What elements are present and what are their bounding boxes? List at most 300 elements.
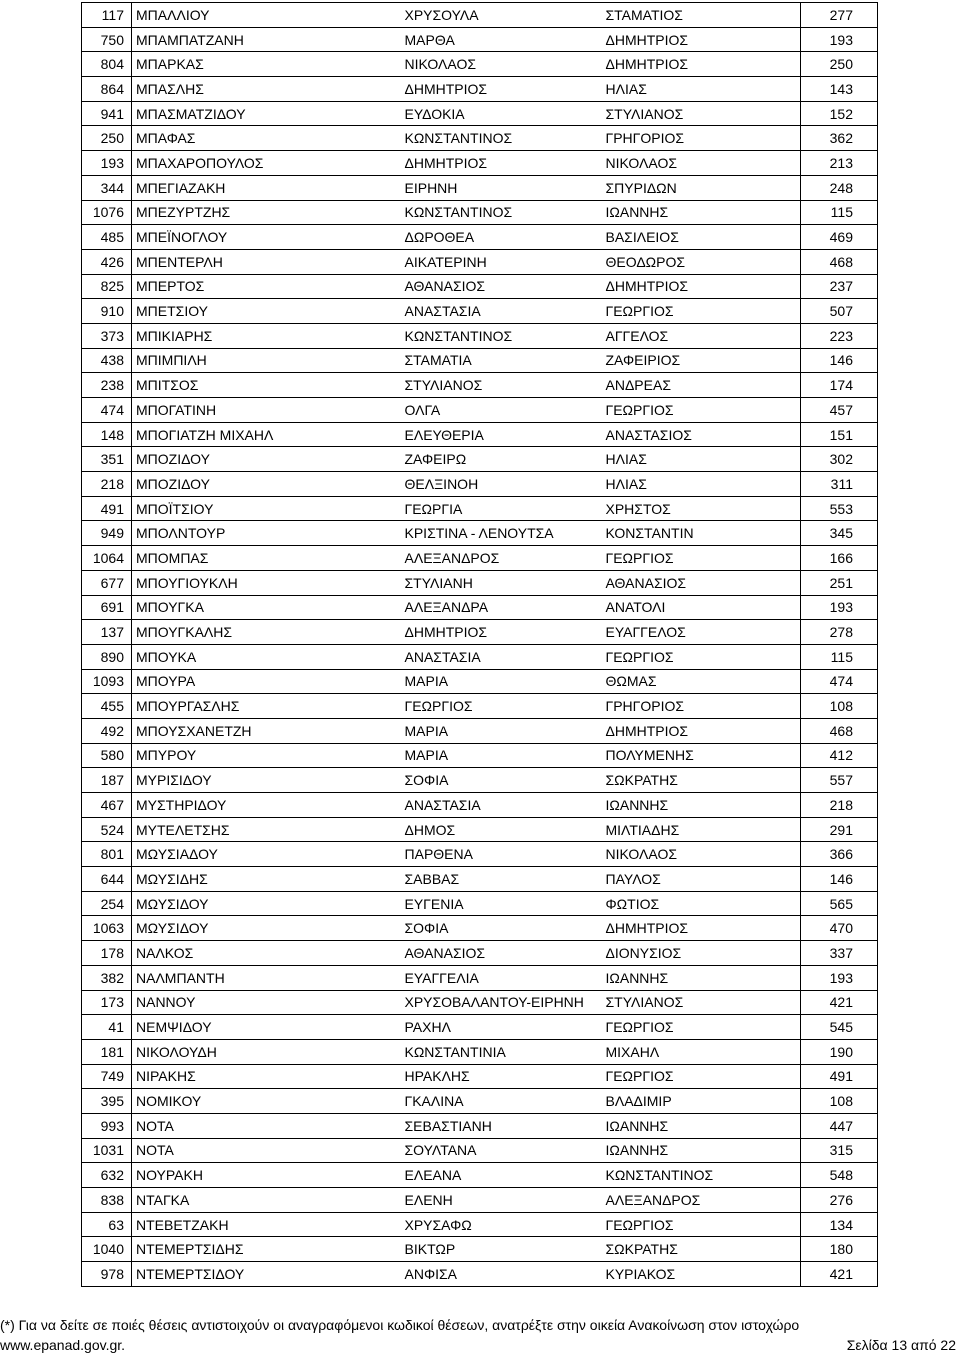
position-code-cell: 426 [82, 249, 132, 274]
score-cell: 457 [801, 398, 878, 423]
surname-cell: ΜΠΕΤΣΙΟΥ [132, 299, 401, 324]
father-name-cell: ΔΗΜΗΤΡΙΟΣ [602, 274, 801, 299]
score-cell: 108 [801, 694, 878, 719]
first-name-cell: ΕΥΑΓΓΕΛΙΑ [401, 965, 602, 990]
score-cell: 193 [801, 27, 878, 52]
score-cell: 491 [801, 1064, 878, 1089]
position-code-cell: 178 [82, 941, 132, 966]
surname-cell: ΜΠΕΝΤΕΡΛΗ [132, 249, 401, 274]
score-cell: 468 [801, 718, 878, 743]
footnote: (*) Για να δείτε σε ποιές θέσεις αντιστοιχούν οι αναγραφόμενοι κωδικοί θέσεων, ανατρέξτε στην οικεία Ανακοίνωση στον ιστοχώρο [0, 1317, 800, 1333]
table-row [82, 867, 878, 892]
father-name-cell: ΗΛΙΑΣ [602, 472, 801, 497]
position-code-cell: 173 [82, 990, 132, 1015]
score-cell: 545 [801, 1015, 878, 1040]
score-cell: 115 [801, 644, 878, 669]
score-cell: 134 [801, 1212, 878, 1237]
score-cell: 366 [801, 842, 878, 867]
score-cell: 302 [801, 447, 878, 472]
father-name-cell: ΣΠΥΡΙΔΩΝ [602, 175, 801, 200]
first-name-cell: ΓΕΩΡΓΙΑ [401, 496, 602, 521]
surname-cell: ΜΩΥΣΙΑΔΟΥ [132, 842, 401, 867]
father-name-cell: ΣΤΑΜΑΤΙΟΣ [602, 3, 801, 28]
first-name-cell: ΧΡΥΣΑΦΩ [401, 1212, 602, 1237]
score-cell: 193 [801, 965, 878, 990]
father-name-cell: ΓΕΩΡΓΙΟΣ [602, 1015, 801, 1040]
surname-cell: ΜΠΕΖΥΡΤΖΗΣ [132, 200, 401, 225]
first-name-cell: ΑΛΕΞΑΝΔΡΑ [401, 595, 602, 620]
position-code-cell: 218 [82, 472, 132, 497]
position-code-cell: 993 [82, 1113, 132, 1138]
table-row [82, 891, 878, 916]
position-code-cell: 382 [82, 965, 132, 990]
surname-cell: ΜΠΟΥΣΧΑΝΕΤΖΗ [132, 718, 401, 743]
score-cell: 152 [801, 101, 878, 126]
score-cell: 553 [801, 496, 878, 521]
surname-cell: ΜΠΟΖΙΔΟΥ [132, 472, 401, 497]
father-name-cell: ΓΕΩΡΓΙΟΣ [602, 644, 801, 669]
position-code-cell: 890 [82, 644, 132, 669]
score-cell: 108 [801, 1089, 878, 1114]
surname-cell: ΜΠΑΛΛΙΟΥ [132, 3, 401, 28]
position-code-cell: 864 [82, 77, 132, 102]
surname-cell: ΜΩΥΣΙΔΟΥ [132, 891, 401, 916]
surname-cell: ΜΠΙΚΙΑΡΗΣ [132, 323, 401, 348]
father-name-cell: ΘΕΟΔΩΡΟΣ [602, 249, 801, 274]
surname-cell: ΝΟΥΡΑΚΗ [132, 1163, 401, 1188]
position-code-cell: 148 [82, 422, 132, 447]
score-cell: 143 [801, 77, 878, 102]
father-name-cell: ΙΩΑΝΝΗΣ [602, 200, 801, 225]
table-row [82, 299, 878, 324]
surname-cell: ΜΠΙΤΣΟΣ [132, 373, 401, 398]
first-name-cell: ΕΛΕΥΘΕΡΙΑ [401, 422, 602, 447]
position-code-cell: 193 [82, 151, 132, 176]
position-code-cell: 691 [82, 595, 132, 620]
father-name-cell: ΕΥΑΓΓΕΛΟΣ [602, 620, 801, 645]
score-cell: 250 [801, 52, 878, 77]
position-code-cell: 1064 [82, 546, 132, 571]
table-row [82, 323, 878, 348]
position-code-cell: 395 [82, 1089, 132, 1114]
first-name-cell: ΘΕΛΞΙΝΟΗ [401, 472, 602, 497]
table-row [82, 842, 878, 867]
father-name-cell: ΓΡΗΓΟΡΙΟΣ [602, 694, 801, 719]
surname-cell: ΜΠΟΛΝΤΟΥΡ [132, 521, 401, 546]
position-code-cell: 910 [82, 299, 132, 324]
score-cell: 277 [801, 3, 878, 28]
table-row [82, 990, 878, 1015]
father-name-cell: ΝΙΚΟΛΑΟΣ [602, 151, 801, 176]
table-row [82, 249, 878, 274]
position-code-cell: 1031 [82, 1138, 132, 1163]
position-code-cell: 749 [82, 1064, 132, 1089]
surname-cell: ΜΠΟΖΙΔΟΥ [132, 447, 401, 472]
surname-cell: ΜΠΟΥΓΚΑΛΗΣ [132, 620, 401, 645]
table-row [82, 1138, 878, 1163]
first-name-cell: ΣΤΥΛΙΑΝΗ [401, 570, 602, 595]
father-name-cell: ΚΟΝΣΤΑΝΤΙΝ [602, 521, 801, 546]
table-row [82, 447, 878, 472]
surname-cell: ΜΠΥΡΟΥ [132, 743, 401, 768]
position-code-cell: 632 [82, 1163, 132, 1188]
position-code-cell: 801 [82, 842, 132, 867]
position-code-cell: 804 [82, 52, 132, 77]
position-code-cell: 137 [82, 620, 132, 645]
score-cell: 218 [801, 793, 878, 818]
father-name-cell: ΧΡΗΣΤΟΣ [602, 496, 801, 521]
first-name-cell: ΔΩΡΟΘΕΑ [401, 225, 602, 250]
score-cell: 468 [801, 249, 878, 274]
surname-cell: ΝΑΛΜΠΑΝΤΗ [132, 965, 401, 990]
first-name-cell: ΚΩΝΣΤΑΝΤΙΝΟΣ [401, 200, 602, 225]
position-code-cell: 238 [82, 373, 132, 398]
table-row [82, 1064, 878, 1089]
father-name-cell: ΑΝΔΡΕΑΣ [602, 373, 801, 398]
surname-cell: ΝΑΛΚΟΣ [132, 941, 401, 966]
father-name-cell: ΜΙΧΑΗΛ [602, 1039, 801, 1064]
father-name-cell: ΘΩΜΑΣ [602, 669, 801, 694]
score-cell: 557 [801, 768, 878, 793]
first-name-cell: ΜΑΡΙΑ [401, 743, 602, 768]
father-name-cell: ΔΗΜΗΤΡΙΟΣ [602, 916, 801, 941]
surname-cell: ΜΠΑΡΚΑΣ [132, 52, 401, 77]
score-cell: 315 [801, 1138, 878, 1163]
first-name-cell: ΚΩΝΣΤΑΝΤΙΝΙΑ [401, 1039, 602, 1064]
table-row [82, 965, 878, 990]
table-row [82, 496, 878, 521]
first-name-cell: ΑΘΑΝΑΣΙΟΣ [401, 941, 602, 966]
table-row [82, 1212, 878, 1237]
table-row [82, 694, 878, 719]
father-name-cell: ΜΙΛΤΙΑΔΗΣ [602, 817, 801, 842]
surname-cell: ΜΩΥΣΙΔΗΣ [132, 867, 401, 892]
table-row [82, 669, 878, 694]
score-cell: 421 [801, 990, 878, 1015]
position-code-cell: 524 [82, 817, 132, 842]
score-cell: 237 [801, 274, 878, 299]
table-row [82, 151, 878, 176]
father-name-cell: ΓΕΩΡΓΙΟΣ [602, 546, 801, 571]
table-row [82, 101, 878, 126]
surname-cell: ΜΠΟΥΡΑ [132, 669, 401, 694]
surname-cell: ΝΑΝΝΟΥ [132, 990, 401, 1015]
first-name-cell: ΕΥΓΕΝΙΑ [401, 891, 602, 916]
score-cell: 291 [801, 817, 878, 842]
score-cell: 507 [801, 299, 878, 324]
score-cell: 213 [801, 151, 878, 176]
first-name-cell: ΖΑΦΕΙΡΩ [401, 447, 602, 472]
page-number: Σελίδα 13 από 22 [846, 1337, 956, 1353]
father-name-cell: ΗΛΙΑΣ [602, 77, 801, 102]
position-code-cell: 373 [82, 323, 132, 348]
table-row [82, 27, 878, 52]
position-code-cell: 750 [82, 27, 132, 52]
position-code-cell: 978 [82, 1262, 132, 1287]
father-name-cell: ΑΝΑΣΤΑΣΙΟΣ [602, 422, 801, 447]
results-table-body [82, 3, 878, 1287]
surname-cell: ΜΠΕΡΤΟΣ [132, 274, 401, 299]
father-name-cell: ΒΛΑΔΙΜΙΡ [602, 1089, 801, 1114]
table-row [82, 175, 878, 200]
father-name-cell: ΣΤΥΛΙΑΝΟΣ [602, 990, 801, 1015]
score-cell: 166 [801, 546, 878, 571]
surname-cell: ΜΠΕΪΝΟΓΛΟΥ [132, 225, 401, 250]
first-name-cell: ΧΡΥΣΟΒΑΛΑΝΤΟΥ-ΕΙΡΗΝΗ [401, 990, 602, 1015]
first-name-cell: ΣΕΒΑΣΤΙΑΝΗ [401, 1113, 602, 1138]
position-code-cell: 41 [82, 1015, 132, 1040]
surname-cell: ΝΕΜΨΙΔΟΥ [132, 1015, 401, 1040]
table-row [82, 718, 878, 743]
footer-website: www.epanad.gov.gr. [0, 1337, 126, 1353]
score-cell: 174 [801, 373, 878, 398]
surname-cell: ΜΥΤΕΛΕΤΣΗΣ [132, 817, 401, 842]
surname-cell: ΝΙΡΑΚΗΣ [132, 1064, 401, 1089]
first-name-cell: ΕΛΕΑΝΑ [401, 1163, 602, 1188]
score-cell: 146 [801, 867, 878, 892]
surname-cell: ΜΥΣΤΗΡΙΔΟΥ [132, 793, 401, 818]
surname-cell: ΝΟΤΑ [132, 1113, 401, 1138]
surname-cell: ΝΟΤΑ [132, 1138, 401, 1163]
table-row [82, 546, 878, 571]
first-name-cell: ΠΑΡΘΕΝΑ [401, 842, 602, 867]
first-name-cell: ΣΤΥΛΙΑΝΟΣ [401, 373, 602, 398]
first-name-cell: ΔΗΜΗΤΡΙΟΣ [401, 151, 602, 176]
table-row [82, 620, 878, 645]
father-name-cell: ΙΩΑΝΝΗΣ [602, 1113, 801, 1138]
score-cell: 412 [801, 743, 878, 768]
score-cell: 337 [801, 941, 878, 966]
position-code-cell: 492 [82, 718, 132, 743]
position-code-cell: 1040 [82, 1237, 132, 1262]
table-row [82, 1089, 878, 1114]
surname-cell: ΝΤΕΒΕΤΖΑΚΗ [132, 1212, 401, 1237]
score-cell: 248 [801, 175, 878, 200]
surname-cell: ΝΟΜΙΚΟΥ [132, 1089, 401, 1114]
position-code-cell: 351 [82, 447, 132, 472]
position-code-cell: 254 [82, 891, 132, 916]
table-row [82, 595, 878, 620]
table-row [82, 793, 878, 818]
father-name-cell: ΔΗΜΗΤΡΙΟΣ [602, 52, 801, 77]
surname-cell: ΜΠΟΥΚΑ [132, 644, 401, 669]
surname-cell: ΜΠΑΦΑΣ [132, 126, 401, 151]
position-code-cell: 474 [82, 398, 132, 423]
score-cell: 193 [801, 595, 878, 620]
score-cell: 251 [801, 570, 878, 595]
table-row [82, 817, 878, 842]
position-code-cell: 644 [82, 867, 132, 892]
father-name-cell: ΚΩΝΣΤΑΝΤΙΝΟΣ [602, 1163, 801, 1188]
position-code-cell: 838 [82, 1188, 132, 1213]
first-name-cell: ΜΑΡΙΑ [401, 669, 602, 694]
position-code-cell: 941 [82, 101, 132, 126]
score-cell: 474 [801, 669, 878, 694]
table-row [82, 422, 878, 447]
position-code-cell: 949 [82, 521, 132, 546]
surname-cell: ΜΠΟΪΤΣΙΟΥ [132, 496, 401, 521]
table-row [82, 1015, 878, 1040]
surname-cell: ΜΠΟΓΑΤΙΝΗ [132, 398, 401, 423]
surname-cell: ΜΩΥΣΙΔΟΥ [132, 916, 401, 941]
table-row [82, 941, 878, 966]
father-name-cell: ΝΙΚΟΛΑΟΣ [602, 842, 801, 867]
table-row [82, 570, 878, 595]
position-code-cell: 63 [82, 1212, 132, 1237]
position-code-cell: 181 [82, 1039, 132, 1064]
first-name-cell: ΓΚΑΛΙΝΑ [401, 1089, 602, 1114]
surname-cell: ΜΠΑΣΛΗΣ [132, 77, 401, 102]
surname-cell: ΝΤΑΓΚΑ [132, 1188, 401, 1213]
surname-cell: ΜΠΟΜΠΑΣ [132, 546, 401, 571]
score-cell: 278 [801, 620, 878, 645]
father-name-cell: ΓΕΩΡΓΙΟΣ [602, 1064, 801, 1089]
table-row [82, 1039, 878, 1064]
score-cell: 345 [801, 521, 878, 546]
first-name-cell: ΑΝΑΣΤΑΣΙΑ [401, 299, 602, 324]
father-name-cell: ΓΕΩΡΓΙΟΣ [602, 299, 801, 324]
father-name-cell: ΑΝΑΤΟΛΙ [602, 595, 801, 620]
first-name-cell: ΜΑΡΙΑ [401, 718, 602, 743]
position-code-cell: 187 [82, 768, 132, 793]
position-code-cell: 467 [82, 793, 132, 818]
father-name-cell: ΓΕΩΡΓΙΟΣ [602, 1212, 801, 1237]
first-name-cell: ΑΝΦΙΣΑ [401, 1262, 602, 1287]
table-row [82, 398, 878, 423]
table-row [82, 3, 878, 28]
first-name-cell: ΟΛΓΑ [401, 398, 602, 423]
first-name-cell: ΕΙΡΗΝΗ [401, 175, 602, 200]
first-name-cell: ΚΡΙΣΤΙΝΑ - ΛΕΝΟΥΤΣΑ [401, 521, 602, 546]
first-name-cell: ΚΩΝΣΤΑΝΤΙΝΟΣ [401, 323, 602, 348]
father-name-cell: ΦΩΤΙΟΣ [602, 891, 801, 916]
surname-cell: ΝΙΚΟΛΟΥΔΗ [132, 1039, 401, 1064]
surname-cell: ΝΤΕΜΕΡΤΣΙΔΟΥ [132, 1262, 401, 1287]
position-code-cell: 250 [82, 126, 132, 151]
first-name-cell: ΓΕΩΡΓΙΟΣ [401, 694, 602, 719]
father-name-cell: ΑΘΑΝΑΣΙΟΣ [602, 570, 801, 595]
table-row [82, 1237, 878, 1262]
table-row [82, 768, 878, 793]
first-name-cell: ΑΝΑΣΤΑΣΙΑ [401, 644, 602, 669]
position-code-cell: 825 [82, 274, 132, 299]
position-code-cell: 485 [82, 225, 132, 250]
father-name-cell: ΑΓΓΕΛΟΣ [602, 323, 801, 348]
father-name-cell: ΔΗΜΗΤΡΙΟΣ [602, 718, 801, 743]
position-code-cell: 117 [82, 3, 132, 28]
father-name-cell: ΙΩΑΝΝΗΣ [602, 965, 801, 990]
score-cell: 115 [801, 200, 878, 225]
surname-cell: ΜΠΟΥΓΙΟΥΚΛΗ [132, 570, 401, 595]
table-row [82, 1113, 878, 1138]
first-name-cell: ΒΙΚΤΩΡ [401, 1237, 602, 1262]
first-name-cell: ΣΟΦΙΑ [401, 768, 602, 793]
surname-cell: ΜΠΑΜΠΑΤΖΑΝΗ [132, 27, 401, 52]
first-name-cell: ΣΟΥΛΤΑΝΑ [401, 1138, 602, 1163]
first-name-cell: ΔΗΜΗΤΡΙΟΣ [401, 620, 602, 645]
table-row [82, 225, 878, 250]
father-name-cell: ΔΗΜΗΤΡΙΟΣ [602, 27, 801, 52]
score-cell: 223 [801, 323, 878, 348]
first-name-cell: ΡΑΧΗΛ [401, 1015, 602, 1040]
father-name-cell: ΣΩΚΡΑΤΗΣ [602, 1237, 801, 1262]
score-cell: 190 [801, 1039, 878, 1064]
position-code-cell: 1076 [82, 200, 132, 225]
score-cell: 470 [801, 916, 878, 941]
first-name-cell: ΔΗΜΗΤΡΙΟΣ [401, 77, 602, 102]
first-name-cell: ΜΑΡΘΑ [401, 27, 602, 52]
position-code-cell: 1063 [82, 916, 132, 941]
table-row [82, 52, 878, 77]
father-name-cell: ΑΛΕΞΑΝΔΡΟΣ [602, 1188, 801, 1213]
table-row [82, 200, 878, 225]
score-cell: 311 [801, 472, 878, 497]
first-name-cell: ΣΟΦΙΑ [401, 916, 602, 941]
table-row [82, 743, 878, 768]
surname-cell: ΜΥΡΙΣΙΔΟΥ [132, 768, 401, 793]
position-code-cell: 438 [82, 348, 132, 373]
table-row [82, 126, 878, 151]
father-name-cell: ΒΑΣΙΛΕΙΟΣ [602, 225, 801, 250]
first-name-cell: ΕΛΕΝΗ [401, 1188, 602, 1213]
father-name-cell: ΣΤΥΛΙΑΝΟΣ [602, 101, 801, 126]
position-code-cell: 1093 [82, 669, 132, 694]
first-name-cell: ΣΤΑΜΑΤΙΑ [401, 348, 602, 373]
table-row [82, 1163, 878, 1188]
first-name-cell: ΔΗΜΟΣ [401, 817, 602, 842]
score-cell: 146 [801, 348, 878, 373]
father-name-cell: ΚΥΡΙΑΚΟΣ [602, 1262, 801, 1287]
table-row [82, 373, 878, 398]
father-name-cell: ΓΕΩΡΓΙΟΣ [602, 398, 801, 423]
first-name-cell: ΑΘΑΝΑΣΙΟΣ [401, 274, 602, 299]
first-name-cell: ΧΡΥΣΟΥΛΑ [401, 3, 602, 28]
father-name-cell: ΠΟΛΥΜΕΝΗΣ [602, 743, 801, 768]
score-cell: 469 [801, 225, 878, 250]
first-name-cell: ΕΥΔΟΚΙΑ [401, 101, 602, 126]
position-code-cell: 491 [82, 496, 132, 521]
table-row [82, 1188, 878, 1213]
score-cell: 548 [801, 1163, 878, 1188]
table-row [82, 472, 878, 497]
surname-cell: ΜΠΙΜΠΙΛΗ [132, 348, 401, 373]
surname-cell: ΝΤΕΜΕΡΤΣΙΔΗΣ [132, 1237, 401, 1262]
father-name-cell: ΔΙΟΝΥΣΙΟΣ [602, 941, 801, 966]
score-cell: 421 [801, 1262, 878, 1287]
table-row [82, 1262, 878, 1287]
surname-cell: ΜΠΑΧΑΡΟΠΟΥΛΟΣ [132, 151, 401, 176]
first-name-cell: ΑΛΕΞΑΝΔΡΟΣ [401, 546, 602, 571]
first-name-cell: ΗΡΑΚΛΗΣ [401, 1064, 602, 1089]
table-row [82, 274, 878, 299]
surname-cell: ΜΠΟΓΙΑΤΖΗ ΜΙΧΑΗΛ [132, 422, 401, 447]
table-row [82, 916, 878, 941]
father-name-cell: ΖΑΦΕΙΡΙΟΣ [602, 348, 801, 373]
surname-cell: ΜΠΕΓΙΑΖΑΚΗ [132, 175, 401, 200]
score-cell: 565 [801, 891, 878, 916]
score-cell: 362 [801, 126, 878, 151]
surname-cell: ΜΠΟΥΡΓΑΣΛΗΣ [132, 694, 401, 719]
table-row [82, 521, 878, 546]
score-cell: 447 [801, 1113, 878, 1138]
father-name-cell: ΙΩΑΝΝΗΣ [602, 793, 801, 818]
father-name-cell: ΗΛΙΑΣ [602, 447, 801, 472]
results-table [81, 2, 878, 1287]
position-code-cell: 455 [82, 694, 132, 719]
position-code-cell: 344 [82, 175, 132, 200]
father-name-cell: ΙΩΑΝΝΗΣ [602, 1138, 801, 1163]
table-row [82, 77, 878, 102]
